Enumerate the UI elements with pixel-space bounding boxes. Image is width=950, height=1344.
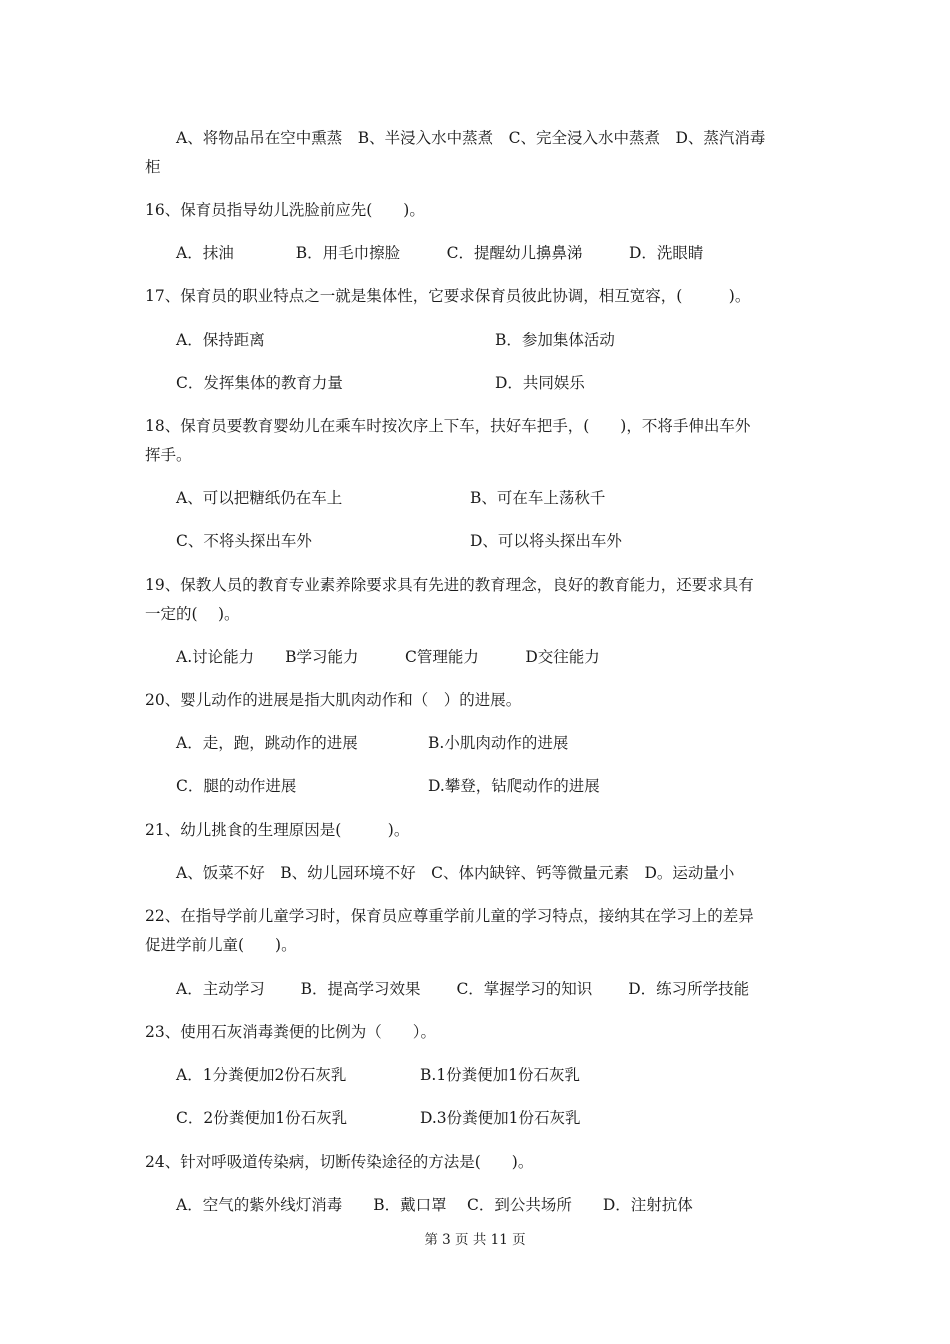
question-21: 21、幼儿挑食的生理原因是( )。: [145, 821, 410, 839]
question-20: 20、婴儿动作的进展是指大肌肉动作和（ ）的进展。: [145, 691, 522, 709]
q17-option-c: C．发挥集体的教育力量: [176, 374, 343, 392]
q24-options: A．空气的紫外线灯消毒 B．戴口罩 C．到公共场所 D．注射抗体: [176, 1196, 693, 1214]
q20-option-c: C．腿的动作进展: [176, 777, 297, 795]
question-22: 22、在指导学前儿童学习时，保育员应尊重学前儿童的学习特点，接纳其在学习上的差异: [145, 907, 754, 925]
q20-option-b: B.小肌肉动作的进展: [428, 734, 569, 752]
q19-options: A.讨论能力 B学习能力 C管理能力 D交往能力: [176, 648, 600, 666]
q15-options: A、将物品吊在空中熏蒸 B、半浸入水中蒸煮 C、完全浸入水中蒸煮 D、蒸汽消毒: [176, 129, 766, 147]
question-19: 19、保教人员的教育专业素养除要求具有先进的教育理念，良好的教育能力，还要求具有: [145, 576, 754, 594]
page-footer: 第 3 页 共 11 页: [424, 1232, 526, 1248]
q21-options: A、饭菜不好 B、幼儿园环境不好 C、体内缺锌、钙等微量元素 D。运动量小: [176, 864, 735, 882]
q23-option-a: A．1分粪便加2份石灰乳: [176, 1066, 347, 1084]
question-22-continued: 促进学前儿童( )。: [145, 936, 297, 954]
question-18: 18、保育员要教育婴幼儿在乘车时按次序上下车，扶好车把手，( )，不将手伸出车外: [145, 417, 751, 435]
q18-option-b: B、可在车上荡秋千: [470, 489, 606, 507]
question-24: 24、针对呼吸道传染病，切断传染途径的方法是( )。: [145, 1153, 534, 1171]
q15-options-continued: 柜: [145, 158, 161, 176]
q23-option-c: C．2份粪便加1份石灰乳: [176, 1109, 348, 1127]
question-17: 17、保育员的职业特点之一就是集体性，它要求保育员彼此协调，相互宽容，( )。: [145, 287, 751, 305]
question-23: 23、使用石灰消毒粪便的比例为（ ）。: [145, 1023, 436, 1041]
q23-option-d: D.3份粪便加1份石灰乳: [420, 1109, 581, 1127]
q18-option-d: D、可以将头探出车外: [470, 532, 622, 550]
q20-option-d: D.攀登，钻爬动作的进展: [428, 777, 600, 795]
q22-options: A．主动学习 B．提高学习效果 C．掌握学习的知识 D．练习所学技能: [176, 980, 750, 998]
question-18-continued: 挥手。: [145, 446, 192, 464]
q23-option-b: B.1份粪便加1份石灰乳: [420, 1066, 581, 1084]
q16-options: A．抹油 B．用毛巾擦脸 C．提醒幼儿擤鼻涕 D．洗眼睛: [176, 244, 704, 262]
q20-option-a: A．走，跑，跳动作的进展: [176, 734, 358, 752]
q17-option-a: A．保持距离: [176, 331, 265, 349]
question-16: 16、保育员指导幼儿洗脸前应先( )。: [145, 201, 425, 219]
question-19-continued: 一定的( )。: [145, 605, 240, 623]
q18-option-c: C、不将头探出车外: [176, 532, 312, 550]
q17-option-d: D．共同娱乐: [495, 374, 585, 392]
q18-option-a: A、可以把糖纸仍在车上: [176, 489, 343, 507]
q17-option-b: B．参加集体活动: [495, 331, 615, 349]
